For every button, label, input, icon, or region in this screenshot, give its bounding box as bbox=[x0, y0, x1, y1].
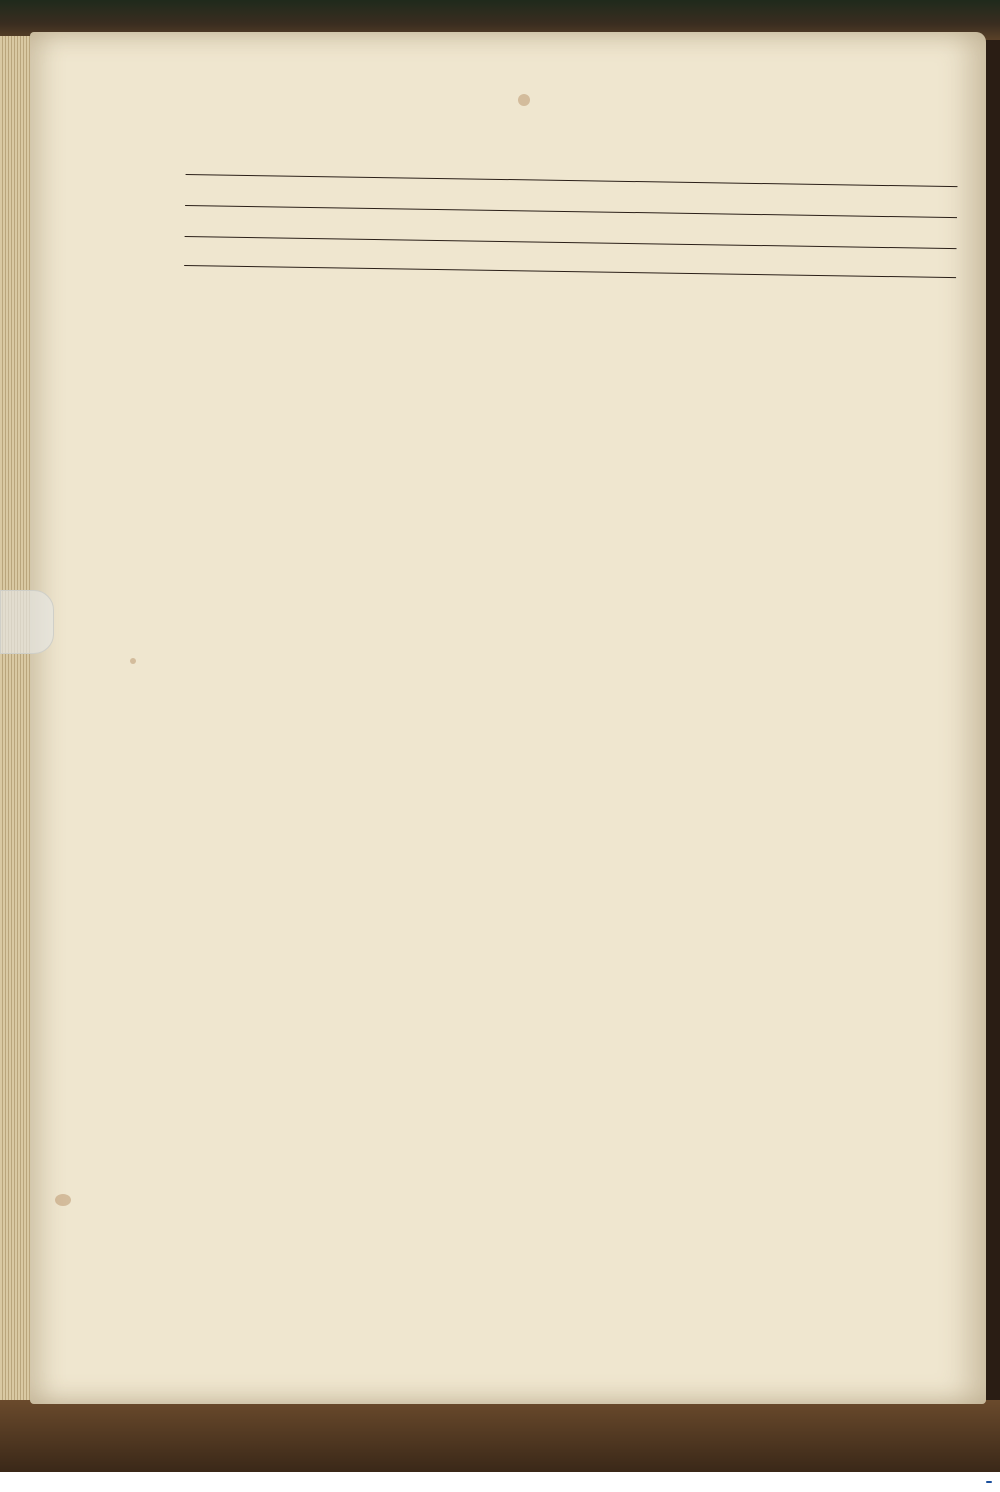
blank-label bbox=[184, 251, 356, 254]
footer-bar bbox=[0, 1472, 1000, 1492]
stain bbox=[55, 1194, 71, 1206]
stain bbox=[518, 94, 530, 106]
month-label bbox=[185, 190, 357, 193]
ephemeris-table bbox=[184, 148, 958, 278]
page-clip bbox=[0, 590, 54, 654]
blank-label bbox=[185, 221, 357, 224]
dfg-logo bbox=[986, 1481, 992, 1483]
book-cover-bottom bbox=[0, 1400, 1000, 1472]
top-labels bbox=[358, 164, 958, 173]
year-label bbox=[186, 161, 358, 164]
stain bbox=[130, 658, 136, 664]
